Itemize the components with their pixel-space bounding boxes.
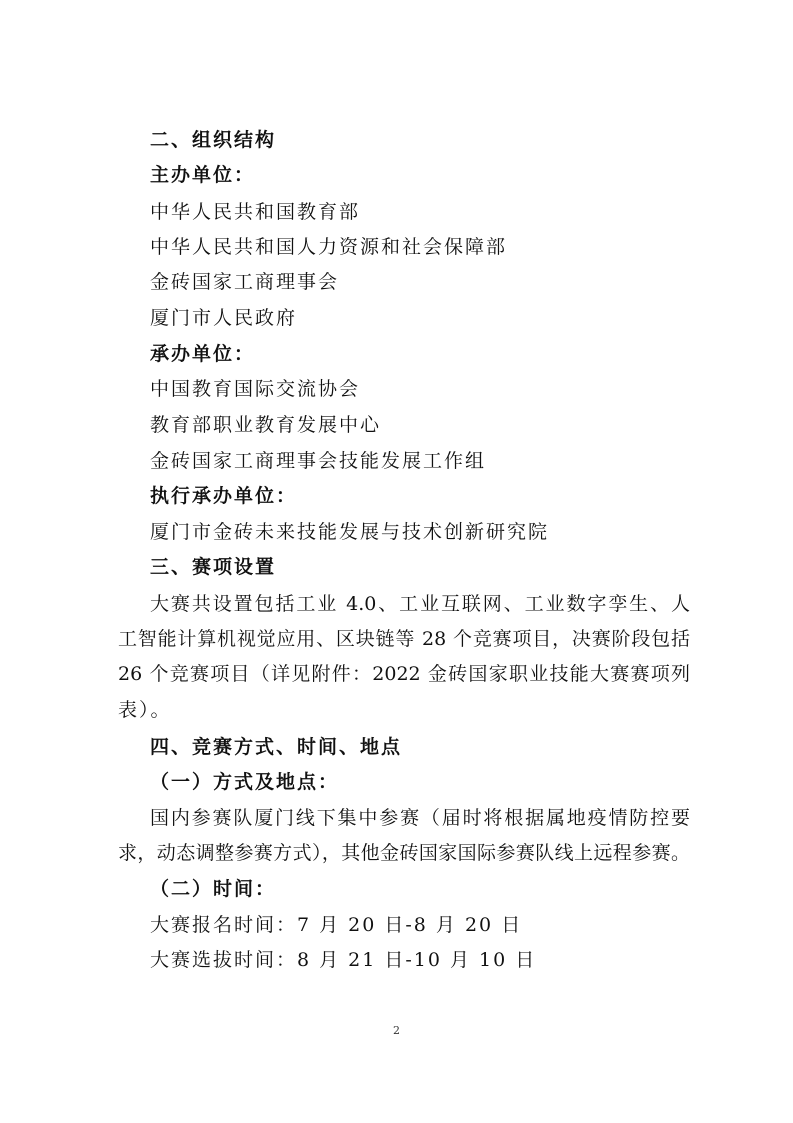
host-unit: 中华人民共和国人力资源和社会保障部 (150, 236, 508, 258)
organizer-unit: 教育部职业教育发展中心 (150, 414, 382, 436)
page-number: 2 (393, 1024, 400, 1037)
subsection-method-label: （一）方式及地点： (150, 771, 340, 793)
organizer-units-label: 承办单位： (150, 343, 256, 365)
section-4-heading: 四、竞赛方式、时间、地点 (150, 736, 403, 758)
section-3-paragraph-line: 26 个竞赛项目（详见附件：2022 金砖国家职业技能大赛赛项列 (118, 663, 690, 685)
section-3-paragraph-line: 工智能计算机视觉应用、区块链等 28 个竞赛项目，决赛阶段包括 (118, 628, 690, 650)
executive-unit: 厦门市金砖未来技能发展与技术创新研究院 (150, 521, 550, 543)
section-2-heading: 二、组织结构 (150, 129, 277, 151)
host-unit: 厦门市人民政府 (150, 307, 298, 329)
method-paragraph-line: 国内参赛队厦门线下集中参赛（届时将根据属地疫情防控要 (150, 807, 690, 829)
registration-time: 大赛报名时间：7 月 20 日-8 月 20 日 (150, 914, 523, 936)
selection-time: 大赛选拔时间：8 月 21 日-10 月 10 日 (150, 949, 537, 971)
host-units-label: 主办单位： (150, 164, 256, 186)
executive-units-label: 执行承办单位： (150, 485, 298, 507)
organizer-unit: 金砖国家工商理事会技能发展工作组 (150, 450, 487, 472)
section-3-heading: 三、赛项设置 (150, 556, 277, 578)
section-3-paragraph-line: 表）。 (118, 699, 172, 721)
host-unit: 中华人民共和国教育部 (150, 201, 361, 223)
subsection-time-label: （二）时间： (150, 878, 277, 900)
organizer-unit: 中国教育国际交流协会 (150, 378, 361, 400)
host-unit: 金砖国家工商理事会 (150, 271, 340, 293)
section-3-paragraph-line: 大赛共设置包括工业 4.0、工业互联网、工业数字孪生、人 (150, 593, 690, 615)
method-paragraph-line: 求，动态调整参赛方式），其他金砖国家国际参赛队线上远程参赛。 (118, 842, 690, 864)
